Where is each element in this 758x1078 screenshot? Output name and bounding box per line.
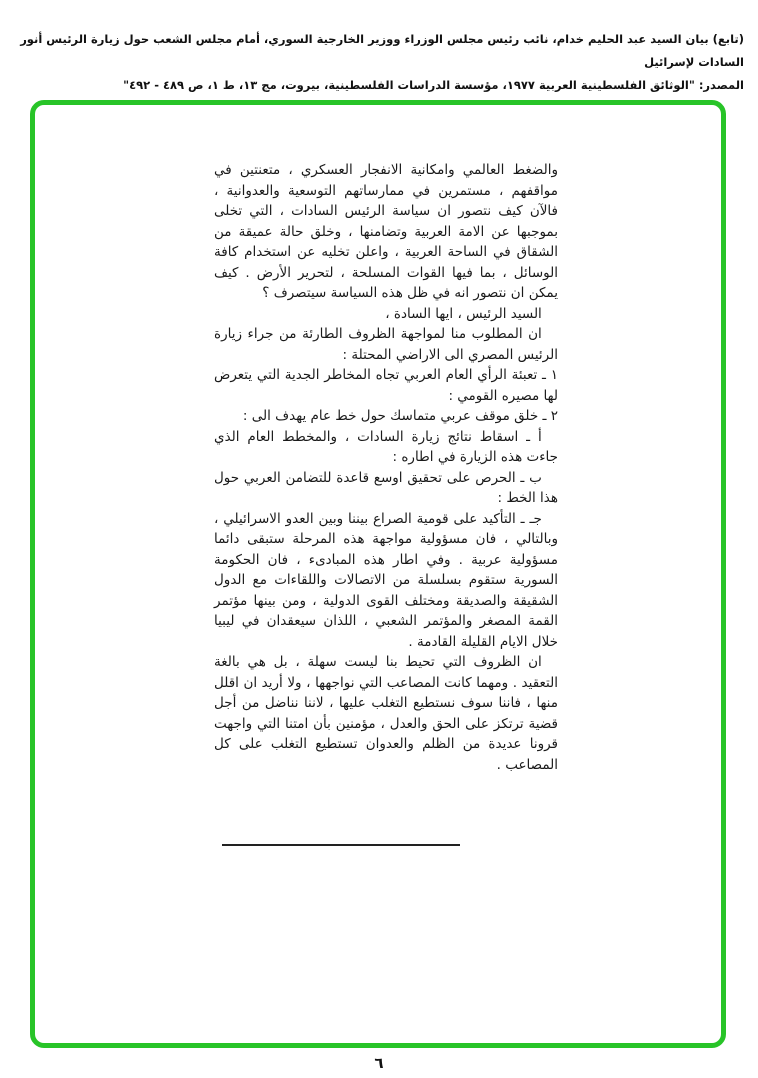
document-header (14, 28, 744, 97)
paragraph: والضغط العالمي وامكانية الانفجار العسكري ، متعنتين في مواقفهم ، مستمرين في ممارساتهم التوسعية والعدوانية ، فالآن كيف نتصور ان سياسة الرئيس السادات ، التي تخلى بموجبها عن الامة العربية وتضامنها ، وخلق حالة عميقة من الشقاق في الساحة العربية ، واعلن تخليه عن استخدام كافة الوسائل ، بما فيها القوات المسلحة ، لتحرير الأرض . كيف يمكن ان نتصور انه في ظل هذه السياسة سيتصرف ؟ (214, 162, 558, 301)
document-paragraphs (214, 160, 558, 775)
separator-rule (222, 844, 460, 846)
paragraph: ان الظروف التي تحيط بنا ليست سهلة ، بل هي بالغة التعقيد . ومهما كانت المصاعب التي نواجهها ، ولا أريد ان اقلل منها ، فاننا سوف نستطيع التغلب عليها ، لاننا نناضل من أجل قضية ترتكز على الحق والعدل ، مؤمنين بأن امتنا التي واجهت قرونا عديدة من الظلم والعدوان تستطيع التغلب على كل المصاعب . (214, 654, 558, 773)
paragraph: ١ ـ تعبئة الرأي العام العربي تجاه المخاطر الجدية التي يتعرض لها مصيره القومي : (214, 367, 558, 404)
page-number: ٦ (374, 1054, 384, 1072)
paragraph: ٢ ـ خلق موقف عربي متماسك حول خط عام يهدف الى : (242, 408, 558, 424)
paragraph: ان المطلوب منا لمواجهة الظروف الطارئة من جراء زيارة الرئيس المصري الى الاراضي المحتلة : (214, 326, 558, 363)
paragraph: السيد الرئيس ، ايها السادة ، (385, 305, 542, 322)
header-title-line: (تابع) بيان السيد عبد الحليم خدام، نائب رئيس مجلس الوزراء ووزير الخارجية السوري، أمام مجلس الشعب حول زيارة الرئيس أنور السادات لإسرائيل (20, 32, 744, 69)
header-source-line: المصدر: "الوثائق الفلسطينية العربية ١٩٧٧، مؤسسة الدراسات الفلسطينية، بيروت، مج ١٣، ط ١، ص ٤٨٩ - ٤٩٢" (123, 78, 744, 92)
paragraph: جـ ـ التأكيد على قومية الصراع بيننا وبين العدو الاسرائيلي ، وبالتالي ، فان مسؤولية مواجهة هذه المرحلة ستبقى دائما مسؤولية عربية . وفي اطار هذه المبادىء ، فان الحكومة السورية ستقوم بسلسلة من الاتصالات واللقاءات مع الدول الشقيقة والصديقة ومختلف القوى الدولية ، ومن بينها مؤتمر القمة المصغر والمؤتمر الشعبي ، اللذان سيعقدان في ليبيا خلال الايام القليلة القادمة . (214, 510, 558, 650)
paragraph: ب ـ الحرص على تحقيق اوسع قاعدة للتضامن العربي حول هذا الخط : (214, 469, 558, 506)
paragraph: أ ـ اسقاط نتائج زيارة السادات ، والمخطط العام الذي جاءت هذه الزيارة في اطاره : (214, 428, 558, 465)
